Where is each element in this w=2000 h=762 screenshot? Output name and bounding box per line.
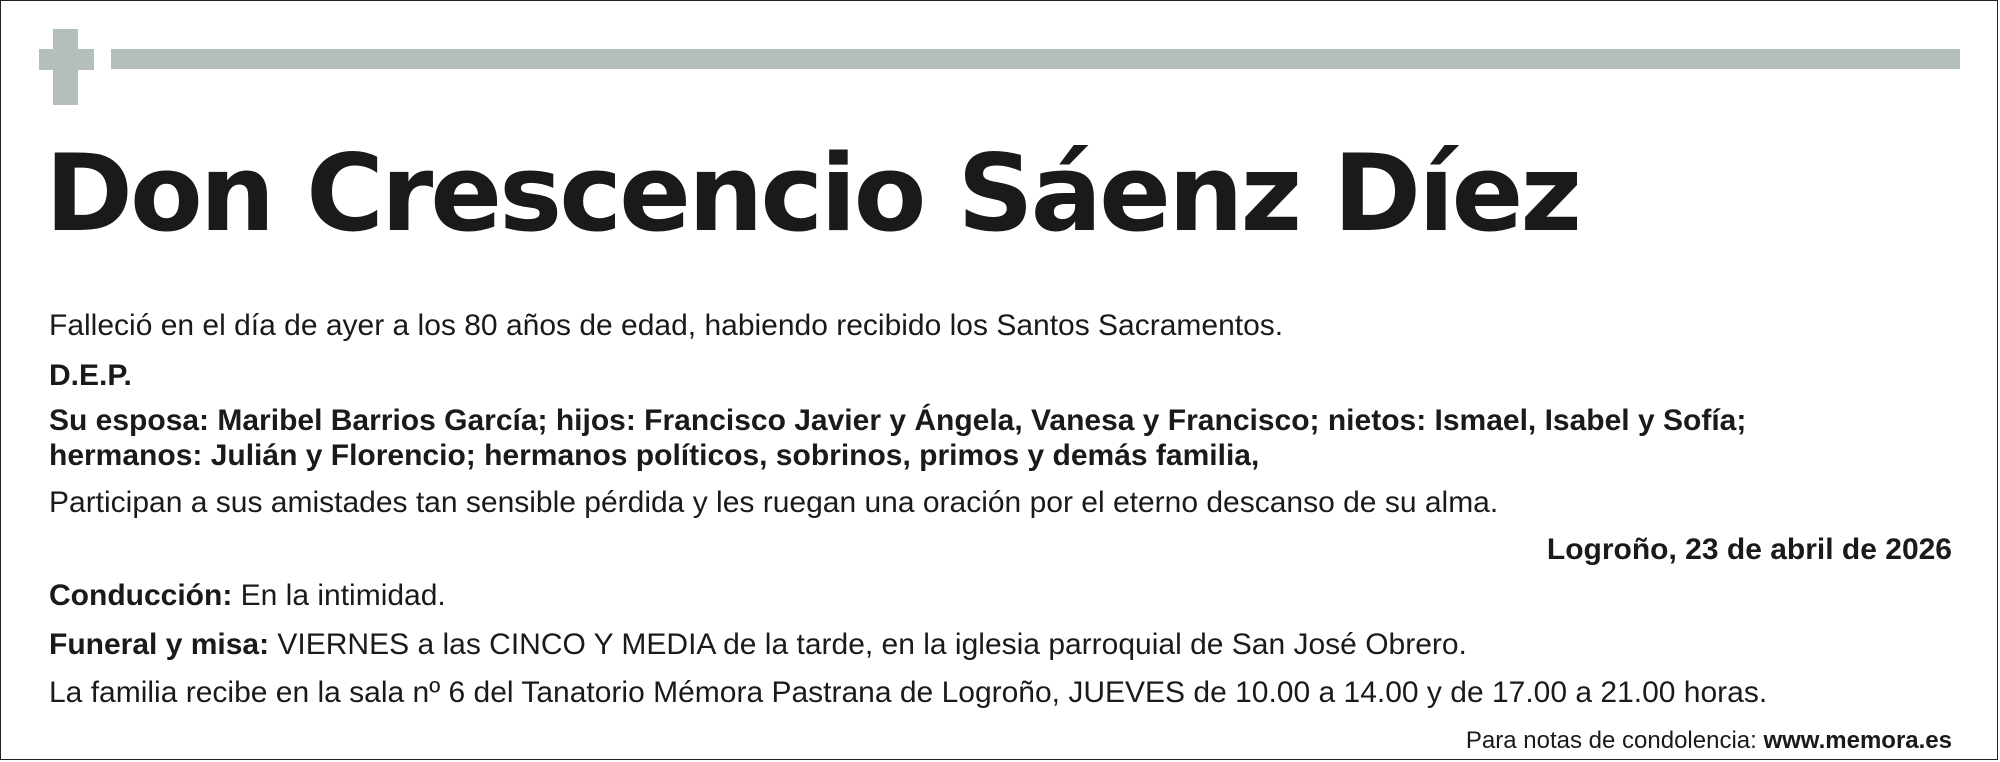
- condolence-note: [1466, 727, 1952, 755]
- conduccion-label: Conducción:: [49, 579, 233, 612]
- participation-line: Participan a sus amistades tan sensible pérdida y les ruegan una oración por el eterno descanso de su alma.: [49, 486, 1499, 519]
- cross-horizontal-bar: [39, 49, 94, 70]
- conduccion-value: En la intimidad.: [232, 579, 446, 612]
- family-line-2: hermanos: Julián y Florencio; hermanos políticos, sobrinos, primos y demás familia,: [49, 439, 1260, 472]
- funeral-line: [49, 628, 1467, 661]
- condolence-link[interactable]: www.memora.es: [1763, 727, 1952, 754]
- deceased-name: Don Crescencio Sáenz Díez: [45, 132, 1580, 255]
- funeral-value: VIERNES a las CINCO Y MEDIA de la tarde, en la iglesia parroquial de San José Obrero.: [269, 628, 1467, 661]
- family-line-1: Su esposa: Maribel Barrios García; hijos: Francisco Javier y Ángela, Vanesa y Francisco; nietos: Ismael, Isabel y Sofía;: [49, 404, 1747, 437]
- condolence-label: Para notas de condolencia:: [1465, 727, 1764, 754]
- dep-line: D.E.P.: [49, 359, 132, 392]
- conduccion-line: [49, 579, 446, 612]
- funeral-label: Funeral y misa:: [49, 628, 270, 661]
- place-date: Logroño, 23 de abril de 2026: [1546, 533, 1952, 566]
- death-notice-line: Falleció en el día de ayer a los 80 años de edad, habiendo recibido los Santos Sacramentos.: [49, 309, 1284, 342]
- header-rule: [111, 49, 1960, 69]
- family-receives-line: La familia recibe en la sala nº 6 del Tanatorio Mémora Pastrana de Logroño, JUEVES de 10.00 a 14.00 y de 17.00 a 21.00 horas.: [49, 676, 1768, 709]
